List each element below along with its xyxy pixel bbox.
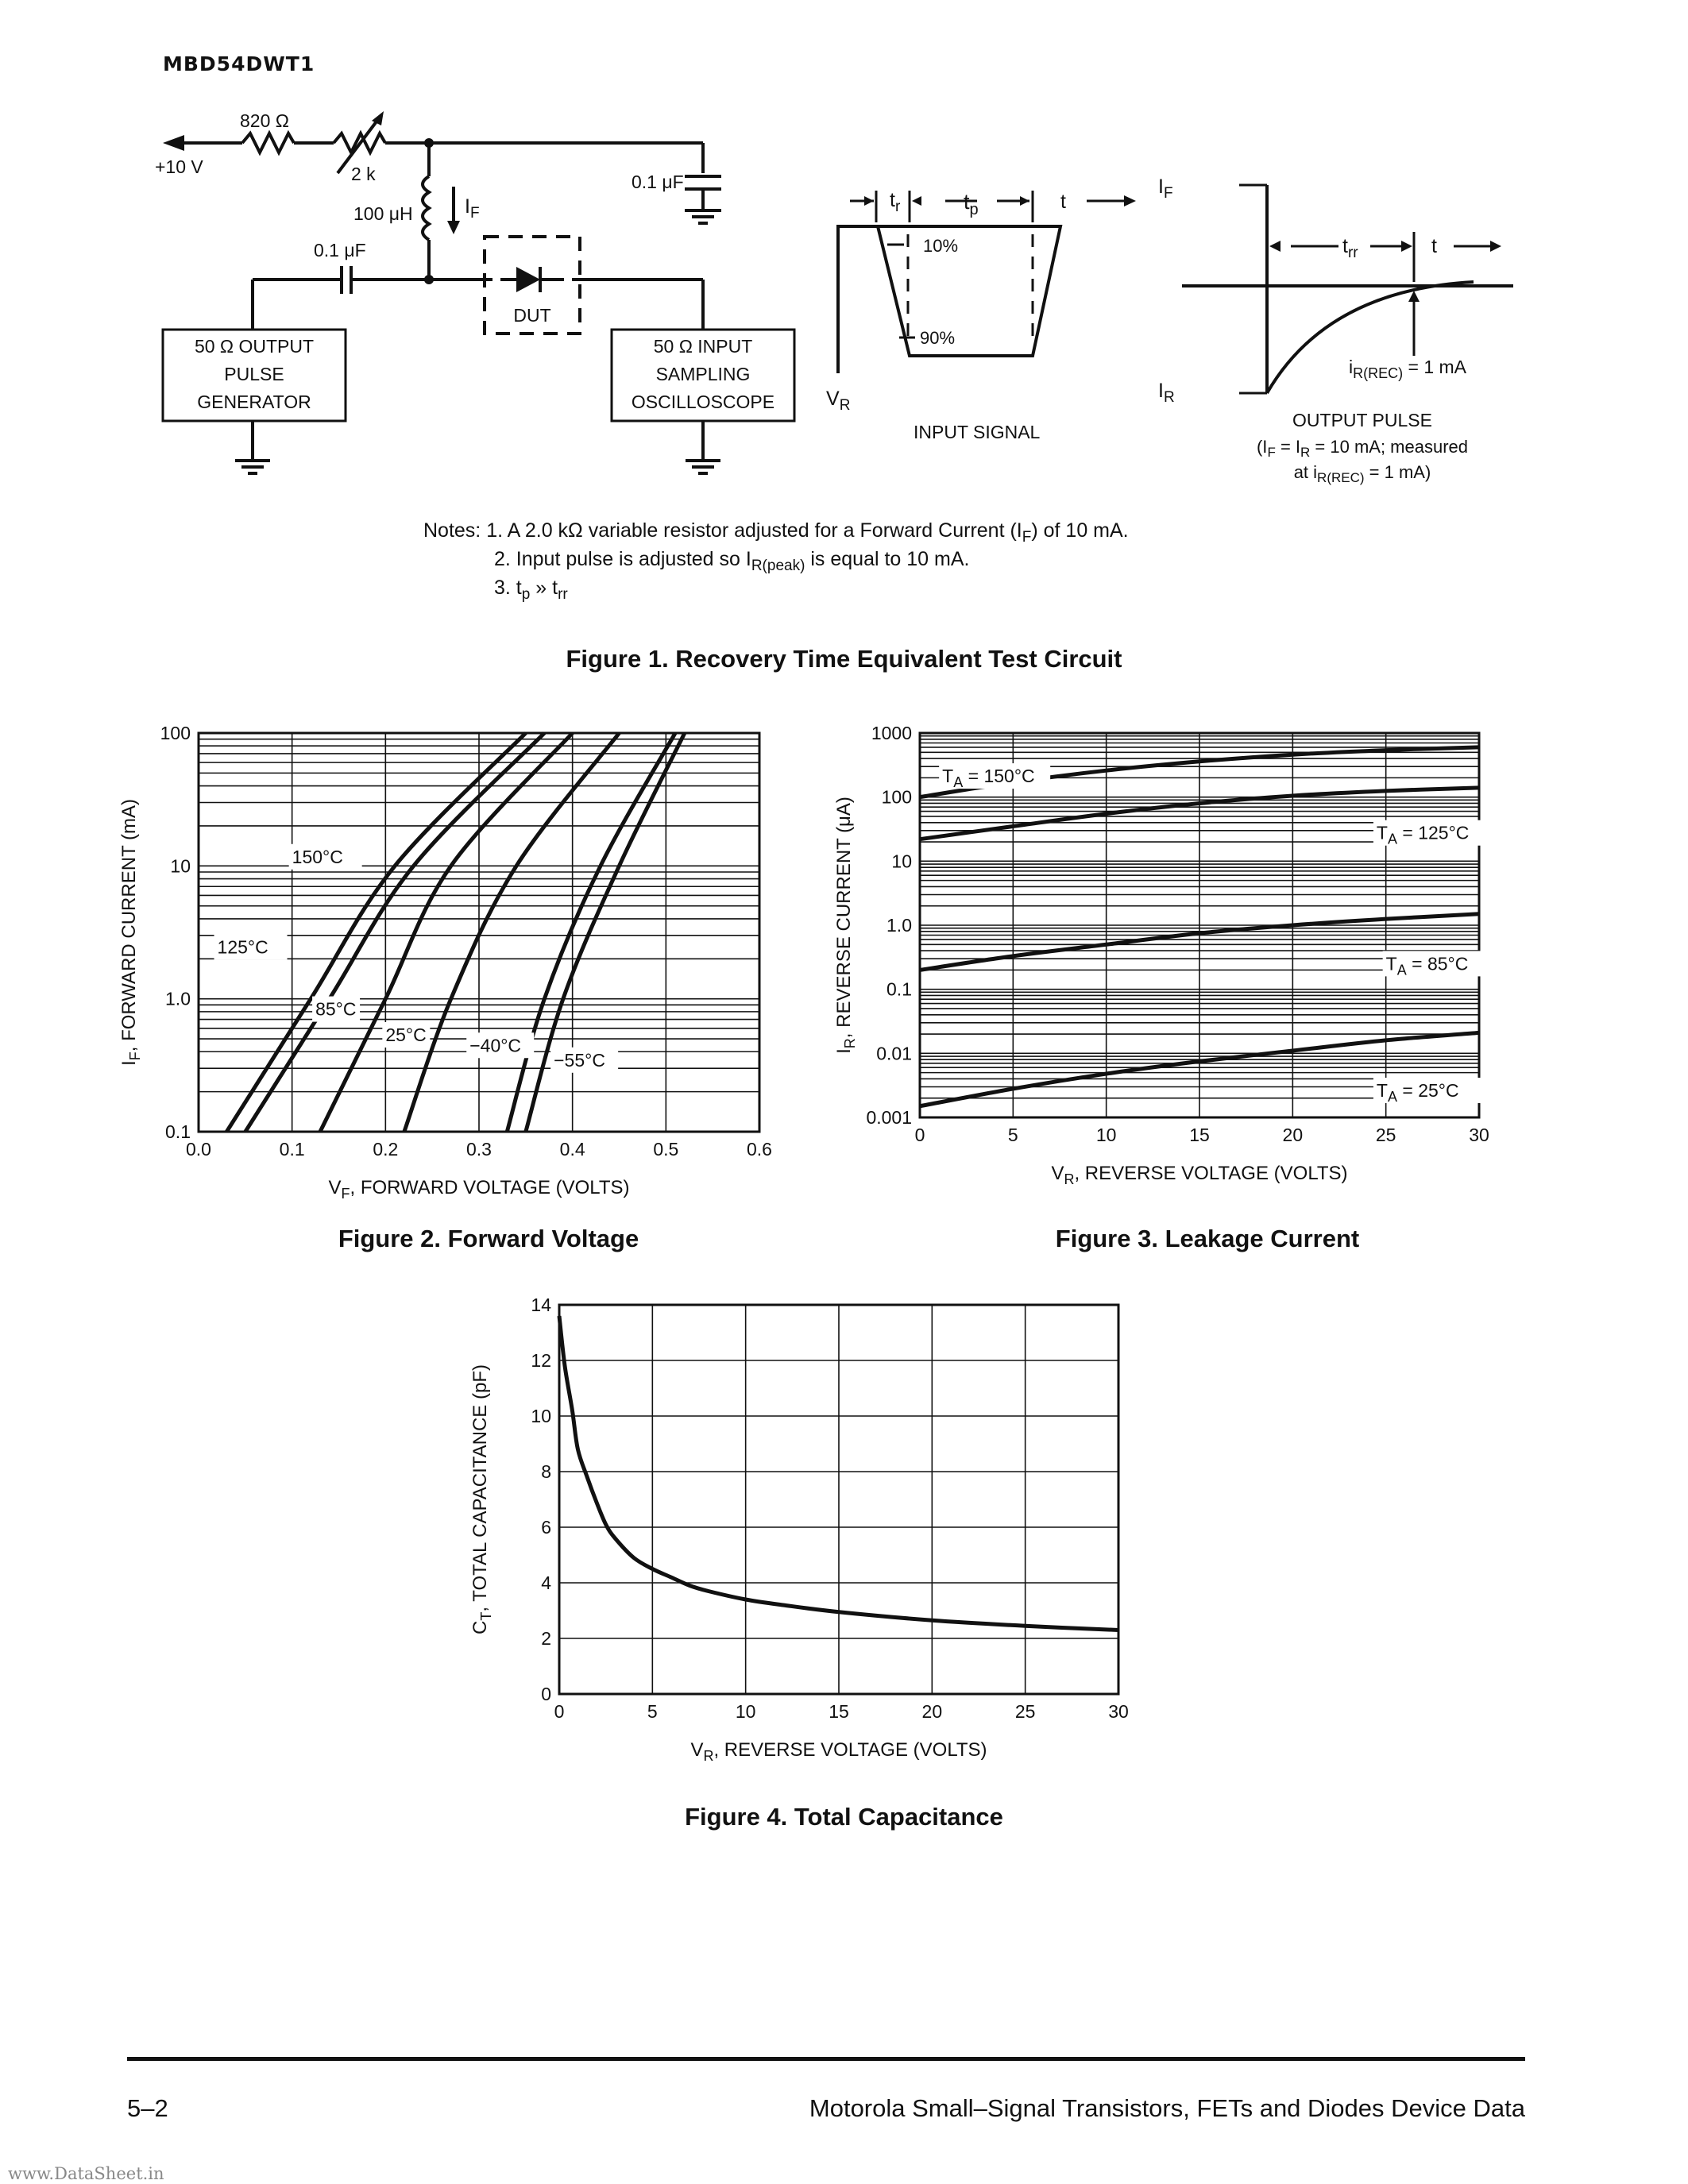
note-1: Notes: 1. A 2.0 kΩ variable resistor adjusted for a Forward Current $(I_F)$ of 10 mA. <box>423 519 1129 546</box>
series-label: $T_A = 125^\circ C$ <box>1376 822 1470 847</box>
y-tick-label: 12 <box>531 1350 551 1371</box>
vcc-label: +10 V <box>155 156 203 177</box>
series-label: $T_A = 85^\circ C$ <box>1385 953 1469 978</box>
x-tick-label: 5 <box>1007 1125 1018 1145</box>
y-axis-title: $I_F$, FORWARD CURRENT (mA) <box>118 799 143 1066</box>
y-tick-label: 0.01 <box>876 1043 912 1064</box>
total-capacitance-chart <box>461 1298 1160 1791</box>
y-tick-label: 1.0 <box>886 915 912 936</box>
y-axis-title: $I_R$, REVERSE CURRENT (μA) <box>833 797 858 1054</box>
if-axis-label: $I_F$ <box>1158 176 1173 202</box>
x-tick-label: 0.4 <box>559 1139 585 1160</box>
x-tick-label: 20 <box>1282 1125 1304 1145</box>
figure-1-caption: Figure 1. Recovery Time Equivalent Test Circuit <box>566 645 1122 673</box>
y-tick-label: 10 <box>891 851 912 872</box>
x-tick-label: 0 <box>554 1701 565 1722</box>
y-tick-label: 4 <box>541 1572 551 1593</box>
x-tick-label: 0.0 <box>186 1139 211 1160</box>
series-label: −40°C <box>469 1035 522 1056</box>
tr-label: $t_r$ <box>890 189 901 215</box>
y-tick-label: 0.1 <box>886 978 912 1000</box>
y-tick-label: 10 <box>531 1406 551 1426</box>
x-tick-label: 25 <box>1375 1125 1396 1145</box>
oscilloscope-line3: OSCILLOSCOPE <box>631 392 775 412</box>
tp-label: $t_p$ <box>964 190 979 218</box>
y-tick-label: 100 <box>160 723 191 743</box>
generator-line2: PULSE <box>224 364 284 384</box>
y-tick-label: 100 <box>881 786 912 808</box>
pct90-label: 90% <box>920 328 956 348</box>
x-axis-title: $V_R$, REVERSE VOLTAGE (VOLTS) <box>690 1739 987 1764</box>
x-tick-label: 0.1 <box>279 1139 305 1160</box>
forward-voltage-chart <box>111 719 810 1211</box>
irrec-label: $i_{R(REC)} = 1$ mA <box>1349 357 1467 381</box>
input-signal-label: INPUT SIGNAL <box>914 422 1041 442</box>
r2-label: 2 k <box>351 164 376 184</box>
grid <box>559 1305 1118 1694</box>
c1-label: 0.1 μF <box>314 240 366 260</box>
ir-axis-label: $I_R$ <box>1158 380 1175 406</box>
figure-4-caption: Figure 4. Total Capacitance <box>685 1803 1003 1831</box>
x-tick-label: 0.6 <box>747 1139 772 1160</box>
t-label: t <box>1060 191 1066 213</box>
watermark: www.DataSheet.in <box>8 2164 164 2183</box>
y-tick-label: 0.1 <box>165 1121 191 1142</box>
oscilloscope-line1: 50 Ω INPUT <box>653 336 753 357</box>
note-3: 3. $t_p$ » $t_{rr}$ <box>494 577 568 603</box>
x-axis-title: $V_R$, REVERSE VOLTAGE (VOLTS) <box>1051 1163 1348 1187</box>
y-tick-label: 2 <box>541 1628 551 1649</box>
x-tick-label: 0.2 <box>373 1139 399 1160</box>
x-tick-label: 0 <box>914 1125 925 1145</box>
x-tick-label: 0.5 <box>653 1139 679 1160</box>
series-label: −55°C <box>554 1049 605 1071</box>
note-2: 2. Input pulse is adjusted so $I_{R(peak)}$ is equal to 10 mA. <box>494 548 970 574</box>
book-title: Motorola Small–Signal Transistors, FETs and Diodes Device Data <box>809 2094 1525 2122</box>
y-tick-label: 14 <box>531 1298 551 1315</box>
series-label: 150°C <box>292 846 343 867</box>
inductor-label: 100 μH <box>353 203 413 224</box>
if-label: $I_F$ <box>465 195 480 222</box>
generator-line1: 50 Ω OUTPUT <box>194 336 315 357</box>
footer-rule <box>127 2057 1525 2061</box>
c2-label: 0.1 μF <box>632 172 684 192</box>
recovery-test-circuit <box>151 103 1517 524</box>
y-tick-label: 0.001 <box>866 1107 912 1128</box>
y-tick-label: 1.0 <box>165 988 191 1009</box>
t2-label: t <box>1431 235 1437 257</box>
series-label: 125°C <box>217 936 268 958</box>
oscilloscope-line2: SAMPLING <box>655 364 751 384</box>
x-tick-label: 0.3 <box>466 1139 492 1160</box>
x-tick-label: 10 <box>1095 1125 1117 1145</box>
dut-label: DUT <box>513 305 551 326</box>
figure-2-caption: Figure 2. Forward Voltage <box>338 1225 639 1252</box>
output-pulse-label: OUTPUT PULSE <box>1292 410 1432 430</box>
vr-label: $V_R$ <box>826 388 851 414</box>
x-tick-label: 30 <box>1108 1701 1129 1722</box>
series-label: $T_A = 25^\circ C$ <box>1376 1080 1459 1106</box>
y-tick-label: 10 <box>170 855 191 877</box>
leakage-current-chart <box>818 719 1525 1211</box>
part-number: MBD54DWT1 <box>163 52 315 75</box>
x-axis-title: $V_F$, FORWARD VOLTAGE (VOLTS) <box>328 1177 630 1202</box>
generator-line3: GENERATOR <box>197 392 311 412</box>
trr-label: $t_{rr}$ <box>1342 235 1358 261</box>
figure-3-caption: Figure 3. Leakage Current <box>1055 1225 1360 1252</box>
y-tick-label: 0 <box>541 1684 551 1704</box>
y-tick-label: 1000 <box>871 723 912 743</box>
series-label: 85°C <box>315 998 357 1020</box>
series-line <box>320 733 573 1132</box>
series-label: 25°C <box>385 1024 427 1046</box>
x-tick-label: 5 <box>647 1701 658 1722</box>
y-tick-label: 8 <box>541 1461 551 1482</box>
y-axis-title: $C_T$, TOTAL CAPACITANCE (pF) <box>469 1364 494 1634</box>
x-tick-label: 30 <box>1469 1125 1489 1145</box>
x-tick-label: 15 <box>1189 1125 1210 1145</box>
r1-label: 820 Ω <box>240 110 289 131</box>
series-label: $T_A = 150^\circ C$ <box>942 766 1035 791</box>
output-pulse-line3: at $i_{R(REC)} = 1$ mA) <box>1293 462 1431 485</box>
series-line <box>245 733 545 1132</box>
pct10-label: 10% <box>923 236 959 256</box>
output-pulse-line2: ($I_F = I_R = 10$ mA; measured <box>1256 437 1469 460</box>
x-tick-label: 10 <box>735 1701 756 1722</box>
page-number: 5–2 <box>127 2094 168 2122</box>
x-tick-label: 25 <box>1014 1701 1036 1722</box>
x-tick-label: 15 <box>829 1701 849 1722</box>
x-tick-label: 20 <box>921 1701 943 1722</box>
y-tick-label: 6 <box>541 1517 551 1538</box>
